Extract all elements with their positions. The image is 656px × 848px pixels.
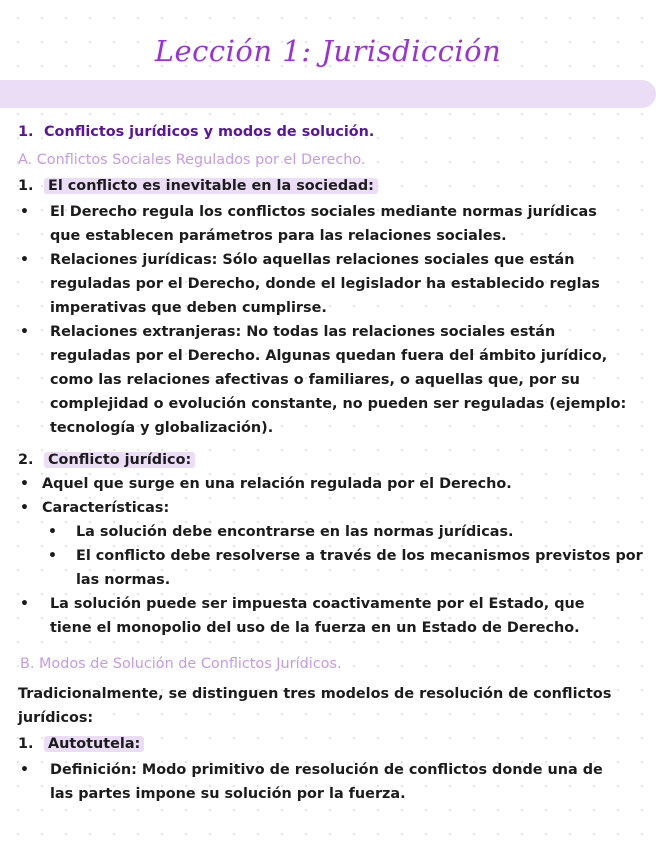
a2-title: Conflicto jurídico: xyxy=(44,452,195,468)
a1-bullet-3-line-3: como las relaciones afectivas o familiares, o aquellas que, por su xyxy=(50,372,580,388)
a2-bullet-2: Características: xyxy=(42,500,170,516)
a2-bullet-3-line-2: tiene el monopolio del uso de la fuerza en un Estado de Derecho. xyxy=(50,620,580,636)
a1-number: 1. xyxy=(18,178,34,194)
a1-heading xyxy=(18,176,378,196)
a2-sub-bullet-2-line-2: las normas. xyxy=(76,572,171,588)
a2-sub-bullet-1: La solución debe encontrarse en las normas jurídicas. xyxy=(76,524,514,540)
a1-bullet-3-line-5: tecnología y globalización). xyxy=(50,420,274,436)
bullet-dot: • xyxy=(20,324,29,340)
b1-title: Autotutela: xyxy=(44,736,144,752)
a2-bullet-1: Aquel que surge en una relación regulada por el Derecho. xyxy=(42,476,512,492)
a1-bullet-3-line-4: complejidad o evolución constante, no pueden ser reguladas (ejemplo: xyxy=(50,396,627,412)
section-1-title: Conflictos jurídicos y modos de solución. xyxy=(44,124,375,140)
a1-title: El conflicto es inevitable en la sociedad: xyxy=(44,178,378,194)
a1-bullet-2-line-1: Relaciones jurídicas: Sólo aquellas relaciones sociales que están xyxy=(50,252,575,268)
bullet-dot: • xyxy=(20,762,29,778)
a1-bullet-1-line-2: que establecen parámetros para las relaciones sociales. xyxy=(50,228,507,244)
a1-bullet-2-line-3: imperativas que deben cumplirse. xyxy=(50,300,327,316)
title-highlight-bar xyxy=(0,80,656,108)
subheading-a: A. Conflictos Sociales Regulados por el Derecho. xyxy=(18,152,366,168)
sub-bullet-dot: • xyxy=(48,548,57,564)
bullet-dot: • xyxy=(20,204,29,220)
a1-bullet-2-line-2: reguladas por el Derecho, donde el legislador ha establecido reglas xyxy=(50,276,600,292)
section-1-number: 1. xyxy=(18,124,34,140)
b-intro-line-1: Tradicionalmente, se distinguen tres modelos de resolución de conflictos xyxy=(18,686,612,702)
a2-heading xyxy=(18,450,195,470)
a2-bullet-3-line-1: La solución puede ser impuesta coactivamente por el Estado, que xyxy=(50,596,585,612)
a1-bullet-1-line-1: El Derecho regula los conflictos sociales mediante normas jurídicas xyxy=(50,204,597,220)
b1-bullet-line-1: Definición: Modo primitivo de resolución de conflictos donde una de xyxy=(50,762,603,778)
sub-bullet-dot: • xyxy=(48,524,57,540)
b-intro-line-2: jurídicos: xyxy=(18,710,94,726)
a1-bullet-3-line-2: reguladas por el Derecho. Algunas quedan fuera del ámbito jurídico, xyxy=(50,348,608,364)
a1-bullet-3-line-1: Relaciones extranjeras: No todas las relaciones sociales están xyxy=(50,324,556,340)
subheading-b: B. Modos de Solución de Conflictos Jurídicos. xyxy=(20,656,342,672)
b1-bullet-line-2: las partes impone su solución por la fuerza. xyxy=(50,786,406,802)
a2-sub-bullet-2-line-1: El conflicto debe resolverse a través de los mecanismos previstos por xyxy=(76,548,643,564)
bullet-dot: • xyxy=(20,252,29,268)
bullet-dot: • xyxy=(20,596,29,612)
a2-number: 2. xyxy=(18,452,34,468)
b1-number: 1. xyxy=(18,736,34,752)
bullet-dot: • xyxy=(20,476,29,492)
b1-heading xyxy=(18,734,144,754)
page-title: Lección 1: Jurisdicción xyxy=(154,34,502,68)
bullet-dot: • xyxy=(20,500,29,516)
section-1-heading xyxy=(18,122,374,142)
